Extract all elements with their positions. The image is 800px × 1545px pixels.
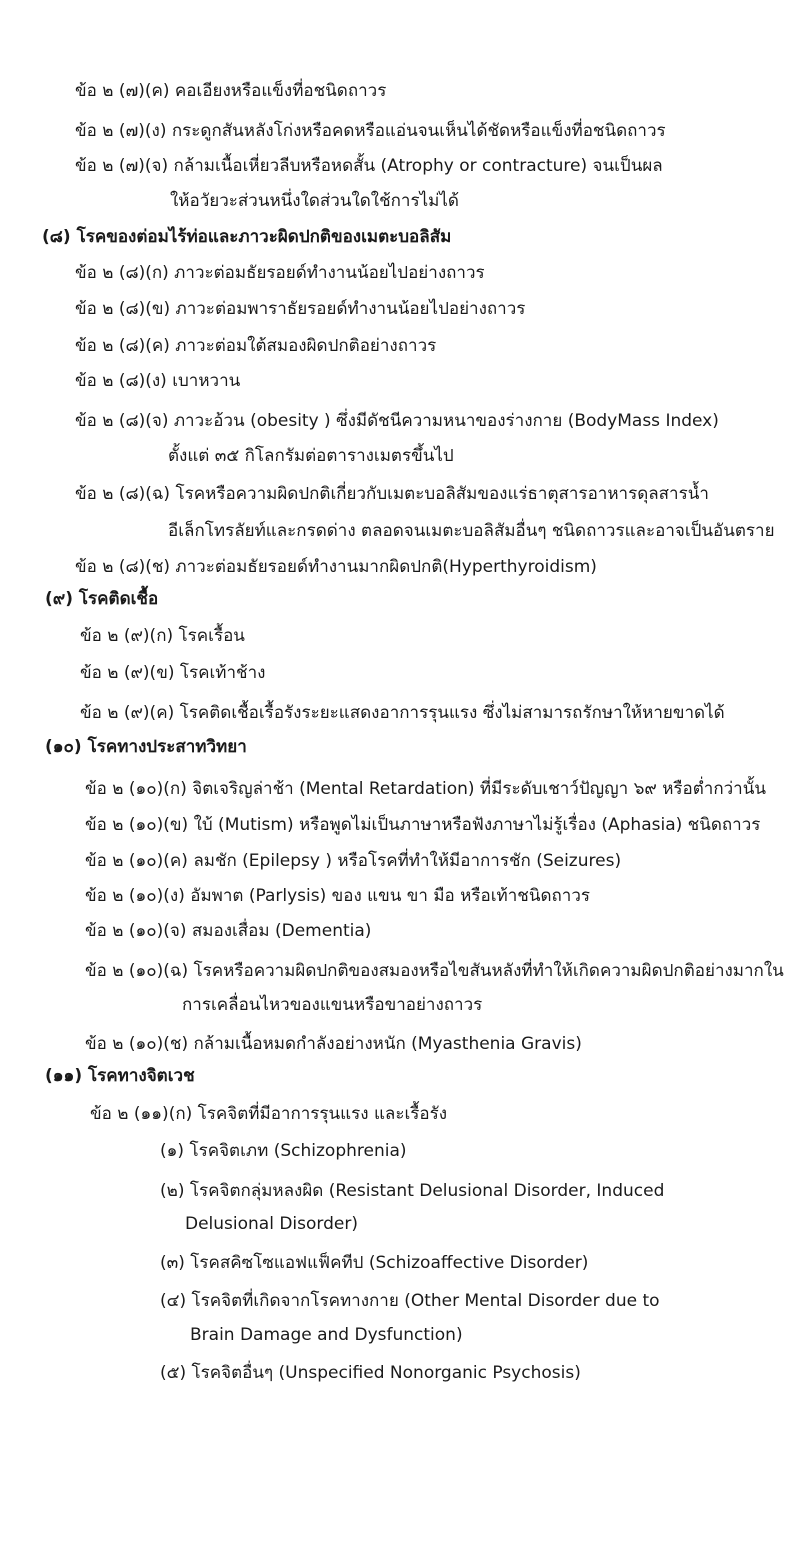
- item-10f-line1: ข้อ ๒ (๑๐)(ฉ) โรคหรือความผิดปกติของสมองหรือไขสันหลังที่ทำให้เกิดความผิดปกติอย่างมากใน: [85, 961, 784, 981]
- item-11a2-line2: Delusional Disorder): [185, 1214, 358, 1234]
- heading-section-10: (๑๐) โรคทางประสาทวิทยา: [45, 737, 247, 757]
- item-11a: ข้อ ๒ (๑๑)(ก) โรคจิตที่มีอาการรุนแรง และเรื้อรัง: [90, 1104, 448, 1124]
- item-10d: ข้อ ๒ (๑๐)(ง) อัมพาต (Parlysis) ของ แขน ขา มือ หรือเท้าชนิดถาวร: [85, 886, 590, 906]
- item-10b: ข้อ ๒ (๑๐)(ข) ใบ้ (Mutism) หรือพูดไม่เป็นภาษาหรือฟังภาษาไม่รู้เรื่อง (Aphasia) ชนิดถาวร: [85, 815, 761, 835]
- item-11a1: (๑) โรคจิตเภท (Schizophrenia): [160, 1141, 407, 1161]
- item-11a5: (๕) โรคจิตอื่นๆ (Unspecified Nonorganic Psychosis): [160, 1363, 581, 1383]
- item-8g: ข้อ ๒ (๘)(ช) ภาวะต่อมธัยรอยด์ทำงานมากผิดปกติ(Hyperthyroidism): [75, 557, 597, 577]
- item-10g: ข้อ ๒ (๑๐)(ช) กล้ามเนื้อหมดกำลังอย่างหนัก (Myasthenia Gravis): [85, 1034, 582, 1054]
- item-8b: ข้อ ๒ (๘)(ข) ภาวะต่อมพาราธัยรอยด์ทำงานน้อยไปอย่างถาวร: [75, 299, 526, 319]
- item-11a2-line1: (๒) โรคจิตกลุ่มหลงผิด (Resistant Delusional Disorder, Induced: [160, 1181, 665, 1201]
- item-8f-line2: อีเล็กโทรลัยท์และกรดด่าง ตลอดจนเมตะบอลิสัมอื่นๆ ชนิดถาวรและอาจเป็นอันตราย: [168, 521, 775, 541]
- item-8a: ข้อ ๒ (๘)(ก) ภาวะต่อมธัยรอยด์ทำงานน้อยไปอย่างถาวร: [75, 263, 485, 283]
- item-7d: ข้อ ๒ (๗)(ง) กระดูกสันหลังโก่งหรือคดหรือแอ่นจนเห็นได้ชัดหรือแข็งที่อชนิดถาวร: [75, 121, 666, 141]
- item-8c: ข้อ ๒ (๘)(ค) ภาวะต่อมใต้สมองผิดปกติอย่างถาวร: [75, 336, 437, 356]
- item-10a: ข้อ ๒ (๑๐)(ก) จิตเจริญล่าช้า (Mental Retardation) ที่มีระดับเชาว์ปัญญา ๖๙ หรือต่ำกว่านั้น: [85, 779, 766, 799]
- item-11a3: (๓) โรคสคิซโซแอฟแฟ็คทีป (Schizoaffective Disorder): [160, 1253, 589, 1273]
- item-11a4-line2: Brain Damage and Dysfunction): [190, 1325, 463, 1345]
- item-9b: ข้อ ๒ (๙)(ข) โรคเท้าช้าง: [80, 663, 266, 683]
- item-11a4-line1: (๔) โรคจิตที่เกิดจากโรคทางกาย (Other Mental Disorder due to: [160, 1291, 660, 1311]
- item-9c: ข้อ ๒ (๙)(ค) โรคติดเชื้อเรื้อรังระยะแสดงอาการรุนแรง ซึ่งไม่สามารถรักษาให้หายขาดได้: [80, 703, 725, 723]
- item-8f-line1: ข้อ ๒ (๘)(ฉ) โรคหรือความผิดปกติเกี่ยวกับเมตะบอลิสัมของแร่ธาตุสารอาหารดุลสารน้ำ: [75, 484, 709, 504]
- item-7e-line2: ให้อวัยวะส่วนหนึ่งใดส่วนใดใช้การไม่ได้: [170, 191, 459, 211]
- item-8e-line1: ข้อ ๒ (๘)(จ) ภาวะอ้วน (obesity ) ซึ่งมีดัชนีความหนาของร่างกาย (BodyMass Index): [75, 411, 719, 431]
- item-8d: ข้อ ๒ (๘)(ง) เบาหวาน: [75, 371, 241, 391]
- heading-section-11: (๑๑) โรคทางจิตเวช: [45, 1066, 195, 1086]
- item-10f-line2: การเคลื่อนไหวของแขนหรือขาอย่างถาวร: [182, 995, 483, 1015]
- item-8e-line2: ตั้งแต่ ๓๕ กิโลกรัมต่อตารางเมตรขึ้นไป: [168, 446, 454, 466]
- heading-section-8: (๘) โรคของต่อมไร้ท่อและภาวะผิดปกติของเมตะบอลิสัม: [42, 227, 452, 247]
- item-10e: ข้อ ๒ (๑๐)(จ) สมองเสื่อม (Dementia): [85, 921, 372, 941]
- item-10c: ข้อ ๒ (๑๐)(ค) ลมชัก (Epilepsy ) หรือโรคที่ทำให้มีอาการชัก (Seizures): [85, 851, 622, 871]
- heading-section-9: (๙) โรคติดเชื้อ: [45, 589, 159, 609]
- item-7e-line1: ข้อ ๒ (๗)(จ) กล้ามเนื้อเหี่ยวลีบหรือหดสั้น (Atrophy or contracture) จนเป็นผล: [75, 156, 663, 176]
- item-9a: ข้อ ๒ (๙)(ก) โรคเรื้อน: [80, 626, 245, 646]
- item-7c: ข้อ ๒ (๗)(ค) คอเอียงหรือแข็งที่อชนิดถาวร: [75, 81, 387, 101]
